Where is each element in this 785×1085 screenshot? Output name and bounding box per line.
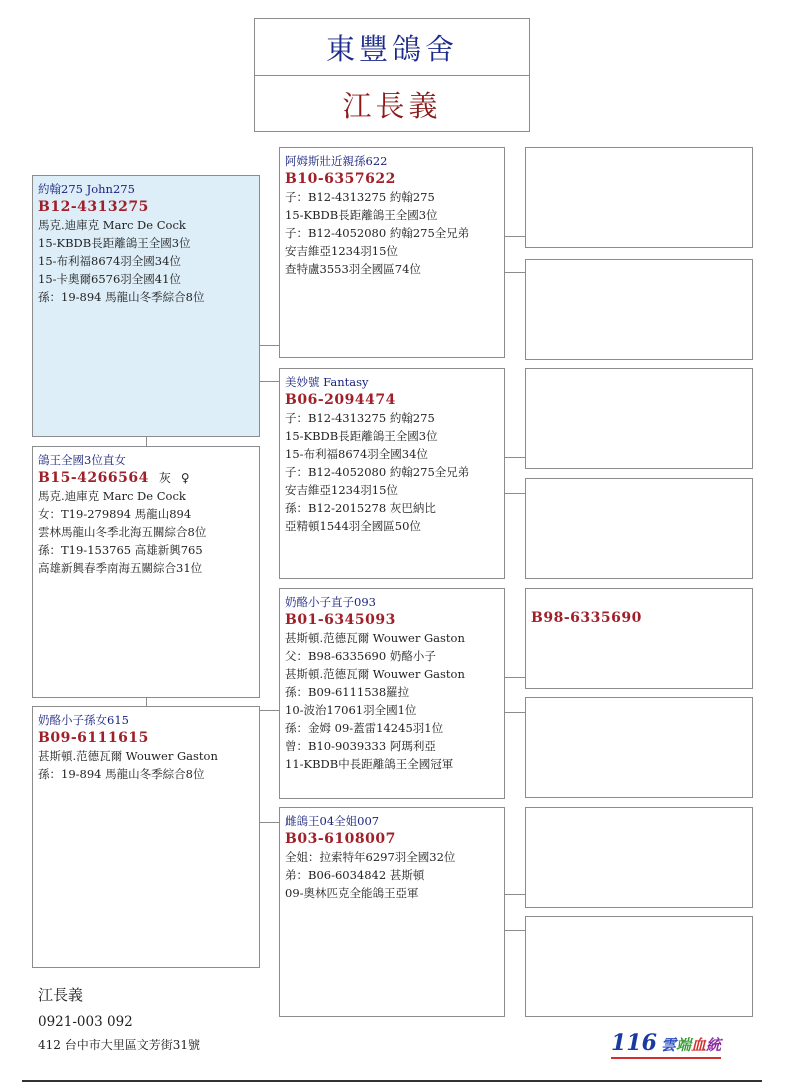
owner-info (38, 984, 200, 1056)
owner-name: 江長義 (38, 986, 84, 1004)
grandparent-card-2[interactable] (279, 368, 505, 579)
info-line: 全姐：拉索特年6297羽全國32位 (285, 850, 456, 864)
great-grandparent-card-7[interactable] (525, 807, 753, 908)
connector (146, 437, 147, 446)
info-line: 子：B12-4313275 約翰275 (285, 411, 435, 425)
info-line: 孫：T19-153765 高雄新興765 (38, 543, 203, 557)
info-line: 15-布利福8674羽全國34位 (285, 447, 428, 461)
info-line: 11-KBDB中長距離鴿王全國冠軍 (285, 757, 454, 771)
info-line: 甚斯頓.范德瓦爾 Wouwer Gaston (285, 631, 465, 645)
info-line: 雲林馬龍山冬季北海五關綜合8位 (38, 525, 207, 539)
info-line: 孫：金姆 09-蓋雷14245羽1位 (285, 721, 444, 735)
owner-phone: 0921-003 092 (38, 1014, 133, 1030)
subject-card[interactable] (32, 175, 260, 437)
info-line: 馬克.迪庫克 Marc De Cock (38, 489, 186, 503)
info-line: 安吉維亞1234羽15位 (285, 483, 398, 497)
info-line: 09-奧林匹克全能鴿王亞軍 (285, 886, 419, 900)
bird-name: 美妙號 Fantasy (285, 375, 369, 389)
logo-underline (611, 1057, 721, 1059)
bird-name: 雌鴿王04全姐007 (285, 814, 380, 828)
info-line: 15-KBDB長距離鴿王全國3位 (285, 429, 438, 443)
logo-char: 雲 (660, 1036, 676, 1054)
grandparent-card-1[interactable] (279, 147, 505, 358)
connector (146, 698, 147, 706)
connector (260, 822, 279, 823)
info-line: 孫：B09-6111538羅拉 (285, 685, 410, 699)
connector (505, 930, 525, 931)
great-grandparent-card-3[interactable] (525, 368, 753, 469)
ring-number: B09-6111615 (38, 730, 149, 746)
ring-number: B10-6357622 (285, 171, 396, 187)
great-grandparent-card-1[interactable] (525, 147, 753, 248)
logo-number: 116 (611, 1030, 657, 1056)
info-line: 子：B12-4052080 約翰275全兄弟 (285, 465, 470, 479)
connector (505, 272, 525, 273)
grandparent-card-3[interactable] (279, 588, 505, 799)
connector (505, 493, 525, 494)
connector (260, 345, 279, 346)
connector (260, 710, 279, 711)
owner-address: 412 台中市大里區文芳街31號 (38, 1038, 200, 1052)
great-grandparent-card-5[interactable] (525, 588, 753, 689)
info-line: 女：T19-279894 馬龍山894 (38, 507, 192, 521)
connector (505, 457, 525, 458)
info-line: 15-布利福8674羽全國34位 (38, 254, 181, 268)
bird-name: 奶酪小子直子093 (285, 595, 376, 609)
bird-name: 阿姆斯壯近親孫622 (285, 154, 388, 168)
info-line: 高雄新興春季南海五關綜合31位 (38, 561, 203, 575)
info-line: 曾：B10-9039333 阿瑪利亞 (285, 739, 436, 753)
footer-divider (22, 1080, 762, 1082)
bird-name: 約翰275 John275 (38, 182, 135, 196)
great-grandparent-card-8[interactable] (525, 916, 753, 1017)
ring-number: B03-6108007 (285, 831, 396, 847)
info-line: 15-KBDB長距離鴿王全國3位 (285, 208, 438, 222)
color-label: 灰 (158, 471, 171, 485)
info-line: 15-KBDB長距離鴿王全國3位 (38, 236, 191, 250)
logo-char: 端 (675, 1036, 691, 1054)
info-line: 子：B12-4052080 約翰275全兄弟 (285, 226, 470, 240)
info-line: 甚斯頓.范德瓦爾 Wouwer Gaston (38, 749, 218, 763)
loft-title: 東豐鴿舍 (255, 19, 529, 76)
ring-number: B06-2094474 (285, 392, 396, 408)
connector (505, 894, 525, 895)
info-line: 甚斯頓.范德瓦爾 Wouwer Gaston (285, 667, 465, 681)
info-line: 孫：B12-2015278 灰巴納比 (285, 501, 436, 515)
info-line: 父：B98-6335690 奶酪小子 (285, 649, 436, 663)
grandparent-card-4[interactable] (279, 807, 505, 1017)
info-line: 亞精頓1544羽全國區50位 (285, 519, 421, 533)
info-line: 弟：B06-6034842 甚斯頓 (285, 868, 425, 882)
brand-logo (611, 1030, 721, 1056)
ring-number: B15-4266564 (38, 470, 149, 486)
great-grandparent-card-6[interactable] (525, 697, 753, 798)
logo-char: 統 (705, 1036, 721, 1054)
bird-name: 鴿王全國3位直女 (38, 453, 126, 467)
info-line: 馬克.迪庫克 Marc De Cock (38, 218, 186, 232)
header-box (254, 18, 530, 132)
bird-name: 奶酪小子孫女615 (38, 713, 129, 727)
connector (260, 381, 279, 382)
connector (505, 236, 525, 237)
info-line: 孫：19-894 馬龍山冬季綜合8位 (38, 290, 205, 304)
info-line: 安吉維亞1234羽15位 (285, 244, 398, 258)
great-grandparent-card-4[interactable] (525, 478, 753, 579)
owner-title: 江長義 (342, 88, 442, 123)
info-line: 10-波治17061羽全國1位 (285, 703, 417, 717)
dam2-card[interactable] (32, 706, 260, 968)
logo-char: 血 (690, 1036, 706, 1054)
connector (505, 677, 525, 678)
connector (505, 712, 525, 713)
info-line: 查特盧3553羽全國區74位 (285, 262, 421, 276)
sex-icon: ♀ (180, 471, 190, 485)
dam-line-card[interactable] (32, 446, 260, 698)
info-line: 子：B12-4313275 約翰275 (285, 190, 435, 204)
great-grandparent-card-2[interactable] (525, 259, 753, 360)
ring-number: B01-6345093 (285, 612, 396, 628)
ring-number: B98-6335690 (531, 610, 642, 626)
info-line: 15-卡奧爾6576羽全國41位 (38, 272, 181, 286)
info-line: 孫：19-894 馬龍山冬季綜合8位 (38, 767, 205, 781)
ring-number: B12-4313275 (38, 199, 149, 215)
